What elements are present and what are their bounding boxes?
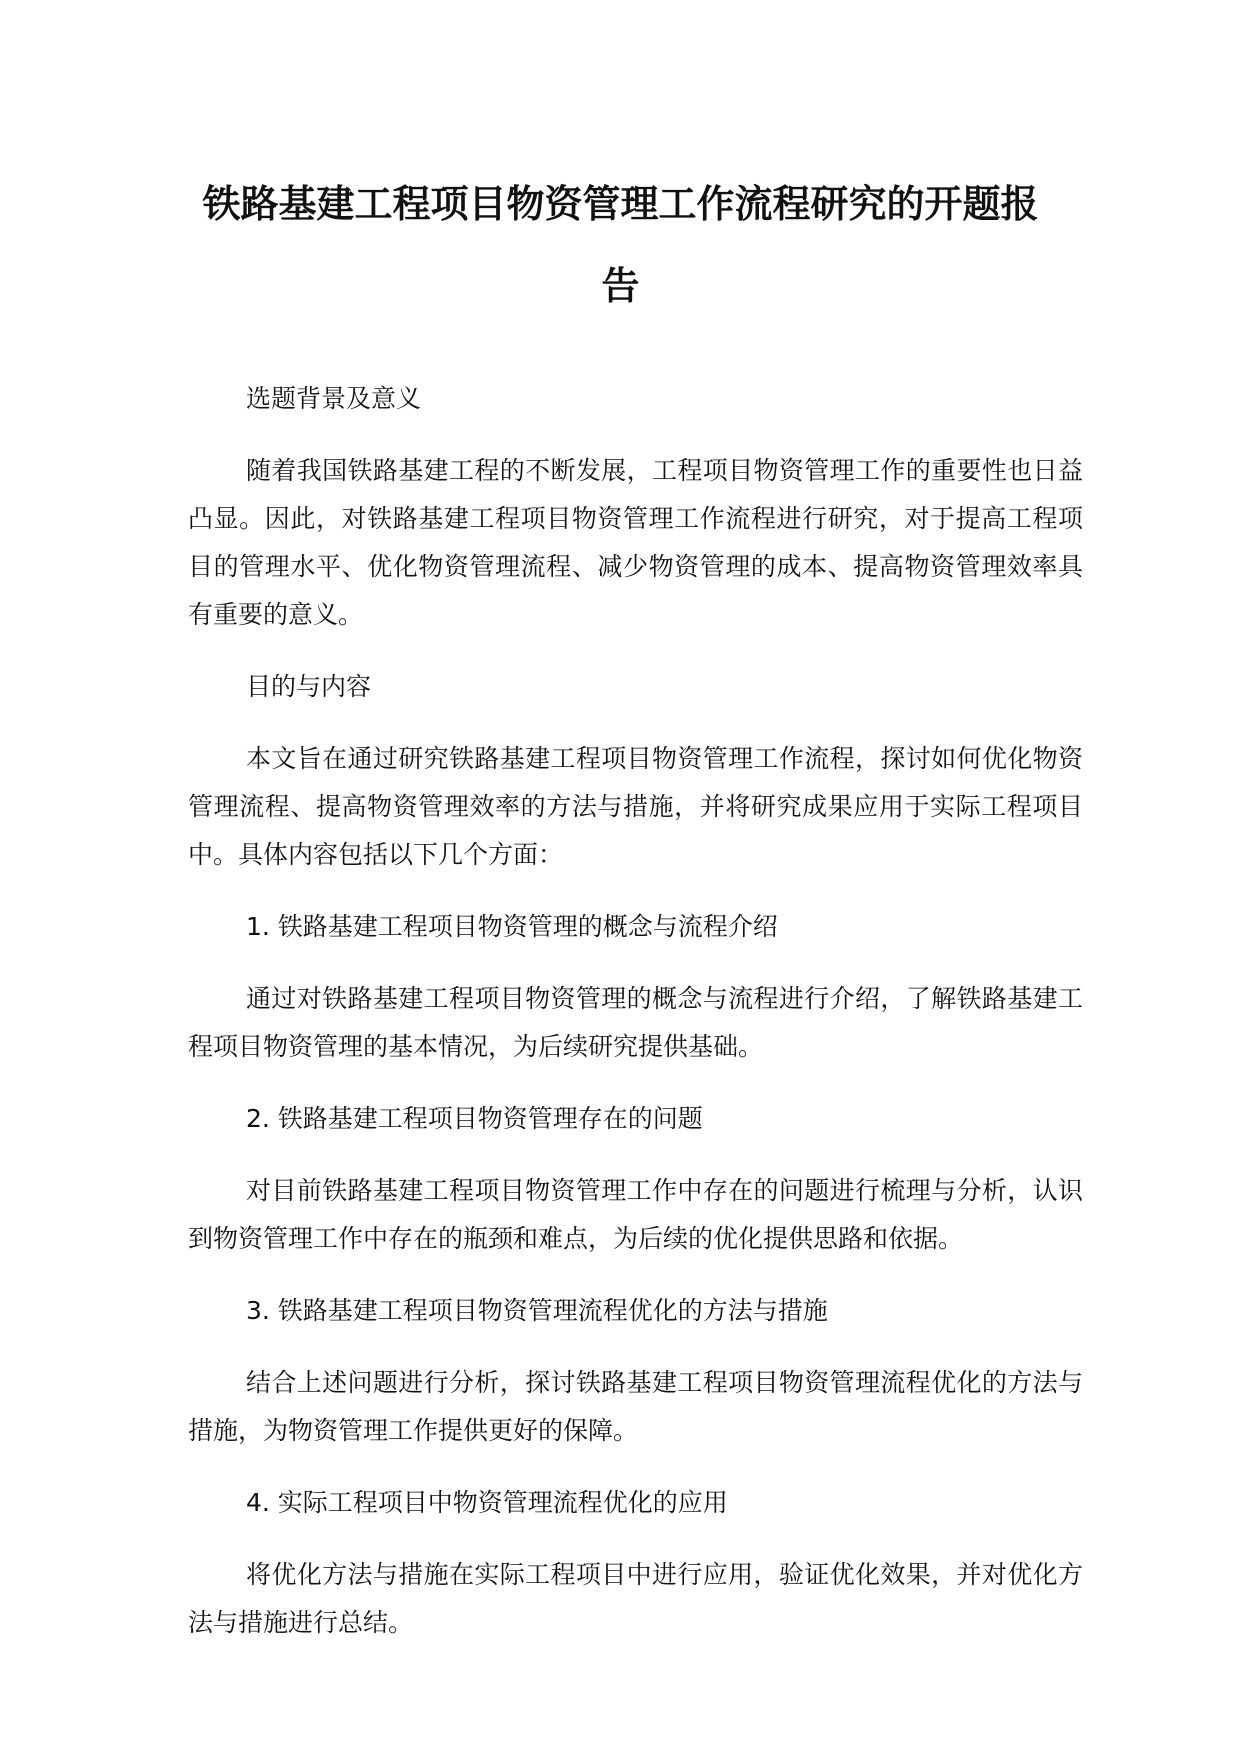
item-heading-1: 1. 铁路基建工程项目物资管理的概念与流程介绍 xyxy=(246,912,778,941)
section-heading-background: 选题背景及意义 xyxy=(246,384,422,413)
section-heading-purpose: 目的与内容 xyxy=(246,672,372,701)
paragraph-purpose: 本文旨在通过研究铁路基建工程项目物资管理工作流程，探讨如何优化物资管理流程、提高物资管理效率的方法与措施，并将研究成果应用于实际工程项目中。具体内容包括以下几个方面： xyxy=(188,744,1083,869)
item-heading-4: 4. 实际工程项目中物资管理流程优化的应用 xyxy=(246,1488,728,1517)
paragraph-background: 随着我国铁路基建工程的不断发展，工程项目物资管理工作的重要性也日益凸显。因此，对铁路基建工程项目物资管理工作流程进行研究，对于提高工程项目的管理水平、优化物资管理流程、减少物资管理的成本、提高物资管理效率具有重要的意义。 xyxy=(188,456,1083,629)
item-paragraph-2: 对目前铁路基建工程项目物资管理工作中存在的问题进行梳理与分析，认识到物资管理工作中存在的瓶颈和难点，为后续的优化提供思路和依据。 xyxy=(188,1176,1083,1253)
item-paragraph-3: 结合上述问题进行分析，探讨铁路基建工程项目物资管理流程优化的方法与措施，为物资管理工作提供更好的保障。 xyxy=(188,1368,1083,1445)
document-title-line-1: 铁路基建工程项目物资管理工作流程研究的开题报 xyxy=(202,182,1039,226)
item-paragraph-4: 将优化方法与措施在实际工程项目中进行应用，验证优化效果，并对优化方法与措施进行总结。 xyxy=(188,1560,1083,1637)
document-body xyxy=(188,375,1083,1671)
item-heading-3: 3. 铁路基建工程项目物资管理流程优化的方法与措施 xyxy=(246,1296,828,1325)
document-title-line-2: 告 xyxy=(601,264,640,308)
item-heading-2: 2. 铁路基建工程项目物资管理存在的问题 xyxy=(246,1104,703,1133)
item-paragraph-1: 通过对铁路基建工程项目物资管理的概念与流程进行介绍，了解铁路基建工程项目物资管理的基本情况，为后续研究提供基础。 xyxy=(188,984,1083,1061)
